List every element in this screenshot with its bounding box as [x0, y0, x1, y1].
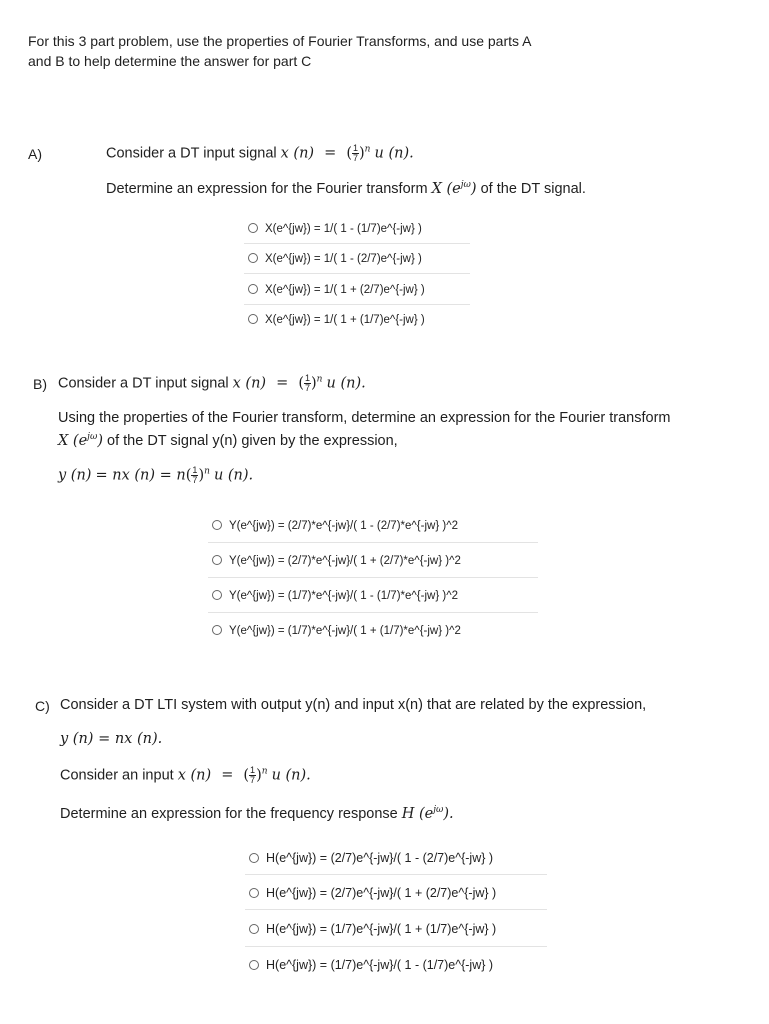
- intro-line-2: and B to help determine the answer for part C: [28, 53, 312, 69]
- part-a-exponent: n: [364, 144, 371, 155]
- option-label: Y(e^{jw}) = (2/7)*e^{-jw}/( 1 + (2/7)*e^{-jw} )^2: [229, 555, 461, 567]
- option-divider: [245, 874, 547, 875]
- part-c-option-4[interactable]: [249, 954, 493, 976]
- part-c-option-1[interactable]: [249, 847, 493, 869]
- option-divider: [244, 243, 470, 244]
- part-b-y-exponent: n: [204, 466, 210, 477]
- option-label: Y(e^{jw}) = (1/7)*e^{-jw}/( 1 - (1/7)*e^{-jw} )^2: [229, 590, 458, 602]
- part-a-math-x: x (n): [280, 145, 315, 162]
- part-b-math-close: ): [97, 432, 103, 449]
- part-c-label: C): [35, 698, 50, 714]
- radio-button[interactable]: [212, 520, 222, 530]
- radio-button[interactable]: [248, 253, 258, 263]
- part-a-option-4[interactable]: [248, 309, 425, 331]
- option-label: H(e^{jw}) = (1/7)e^{-jw}/( 1 - (1/7)e^{-jw} ): [266, 958, 494, 972]
- part-a-signal-line: Consider a DT input signal x (n) = ( $\frac{1}{7}$ )$^n$ u (n).: [106, 143, 414, 163]
- part-b-y-mid: = nx (n) = n: [95, 467, 186, 484]
- part-a-fraction: [352, 144, 359, 163]
- option-divider: [245, 909, 547, 910]
- part-b-y-equation: y (n) = nx (n) = n( $\frac{1}{7}$ )$^n$ u (n).: [58, 465, 254, 485]
- part-c-input-line: Consider an input x (n) = ( $\frac{1}{7}$ )$^n$ u (n).: [60, 765, 311, 785]
- part-b-using-post: of the DT signal y(n) given by the expression,: [107, 432, 398, 449]
- radio-button[interactable]: [249, 960, 259, 970]
- part-b-using-line-2: [58, 432, 398, 449]
- part-b-y-frac-den: 7: [192, 475, 198, 485]
- option-label: X(e^{jw}) = 1/( 1 - (1/7)e^{-jw} ): [265, 223, 422, 235]
- part-b-label: B): [33, 376, 47, 392]
- part-a-math-X: X (e: [431, 180, 461, 197]
- part-a-label: A): [28, 146, 42, 162]
- part-b-equals: =: [276, 375, 289, 392]
- part-c-math-u: u (n).: [271, 767, 311, 784]
- part-c-equals: =: [221, 767, 234, 784]
- part-c-option-3[interactable]: [249, 918, 496, 940]
- part-a-frac-num: 1: [352, 143, 358, 153]
- part-b-option-3[interactable]: [212, 585, 458, 607]
- intro-line-1: For this 3 part problem, use the properties of Fourier Transforms, and use parts A: [28, 33, 532, 49]
- part-a-option-3[interactable]: [248, 279, 425, 301]
- radio-button[interactable]: [249, 888, 259, 898]
- part-b-signal-line: Consider a DT input signal x (n) = ( $\frac{1}{7}$ )$^n$ u (n).: [58, 373, 366, 393]
- part-c-y-equation: y (n) = nx (n).: [60, 731, 163, 747]
- part-c-math-close: ).: [443, 805, 454, 822]
- part-c-frac-num: 1: [250, 765, 256, 775]
- part-c-exponent: n: [261, 766, 268, 777]
- part-a-math-u: u (n).: [374, 145, 414, 162]
- option-label: Y(e^{jw}) = (1/7)*e^{-jw}/( 1 + (1/7)*e^{-jw} )^2: [229, 625, 461, 637]
- part-c-determine-line: [60, 805, 454, 822]
- option-divider: [208, 577, 538, 578]
- radio-button[interactable]: [212, 590, 222, 600]
- part-b-option-2[interactable]: [212, 550, 461, 572]
- part-a-math-close: ): [470, 180, 477, 197]
- part-c-option-2[interactable]: [249, 882, 496, 904]
- radio-button[interactable]: [248, 314, 258, 324]
- intro-text: [28, 31, 748, 71]
- part-a-frac-den: 7: [352, 153, 358, 163]
- radio-button[interactable]: [212, 555, 222, 565]
- option-divider: [244, 304, 470, 305]
- part-b-math-u: u (n).: [326, 375, 366, 392]
- option-label: H(e^{jw}) = (2/7)e^{-jw}/( 1 - (2/7)e^{-jw} ): [266, 851, 494, 865]
- option-label: X(e^{jw}) = 1/( 1 + (1/7)e^{-jw} ): [265, 314, 425, 326]
- option-divider: [245, 946, 547, 947]
- part-b-math-x: x (n): [232, 375, 267, 392]
- option-divider: [208, 612, 538, 613]
- option-label: H(e^{jw}) = (2/7)e^{-jw}/( 1 + (2/7)e^{-jw} ): [266, 886, 497, 900]
- radio-button[interactable]: [212, 625, 222, 635]
- part-a-equals: =: [324, 145, 337, 162]
- option-label: X(e^{jw}) = 1/( 1 + (2/7)e^{-jw} ): [265, 284, 425, 296]
- radio-button[interactable]: [249, 924, 259, 934]
- option-label: X(e^{jw}) = 1/( 1 - (2/7)e^{-jw} ): [265, 253, 422, 265]
- part-c-math-jw: jω: [433, 805, 444, 815]
- part-a-math-jw: jω: [460, 180, 471, 190]
- part-b-math-X: X (e: [58, 432, 88, 449]
- part-a-determine-pre: Determine an expression for the Fourier transform: [106, 180, 428, 197]
- part-b-y-left: y (n): [58, 467, 92, 484]
- part-c-frac-den: 7: [250, 775, 256, 785]
- option-divider: [244, 273, 470, 274]
- option-divider: [208, 542, 538, 543]
- part-a-determine-line: [106, 180, 586, 197]
- part-a-option-2[interactable]: [248, 248, 422, 270]
- part-b-math-jw: jω: [87, 432, 98, 442]
- part-b-fraction: [304, 374, 311, 393]
- part-b-option-1[interactable]: [212, 515, 458, 537]
- part-c-consider-input: Consider an input: [60, 767, 174, 784]
- option-label: Y(e^{jw}) = (2/7)*e^{-jw}/( 1 - (2/7)*e^{-jw} )^2: [229, 520, 458, 532]
- option-label: H(e^{jw}) = (1/7)e^{-jw}/( 1 + (1/7)e^{-jw} ): [266, 922, 497, 936]
- radio-button[interactable]: [249, 853, 259, 863]
- part-c-system-line: Consider a DT LTI system with output y(n) and input x(n) that are related by the expression,: [60, 697, 647, 713]
- part-b-consider-text: Consider a DT input signal: [58, 375, 229, 392]
- part-b-exponent: n: [316, 374, 323, 385]
- part-b-frac-num: 1: [304, 373, 310, 383]
- part-a-determine-post: of the DT signal.: [480, 180, 586, 197]
- part-c-math-x: x (n): [177, 767, 212, 784]
- part-a-option-1[interactable]: [248, 218, 422, 240]
- part-c-determine-pre: Determine an expression for the frequency response: [60, 805, 398, 822]
- part-c-math-H: H (e: [401, 805, 434, 822]
- part-b-using-line-1: Using the properties of the Fourier transform, determine an expression for the Fourier transform: [58, 410, 671, 426]
- part-b-frac-den: 7: [304, 383, 310, 393]
- part-c-fraction: [249, 766, 256, 785]
- part-b-y-frac-num: 1: [192, 465, 198, 475]
- part-b-option-4[interactable]: [212, 620, 461, 642]
- radio-button[interactable]: [248, 223, 258, 233]
- part-b-y-right: u (n).: [213, 467, 254, 484]
- radio-button[interactable]: [248, 284, 258, 294]
- part-a-consider-text: Consider a DT input signal: [106, 145, 277, 162]
